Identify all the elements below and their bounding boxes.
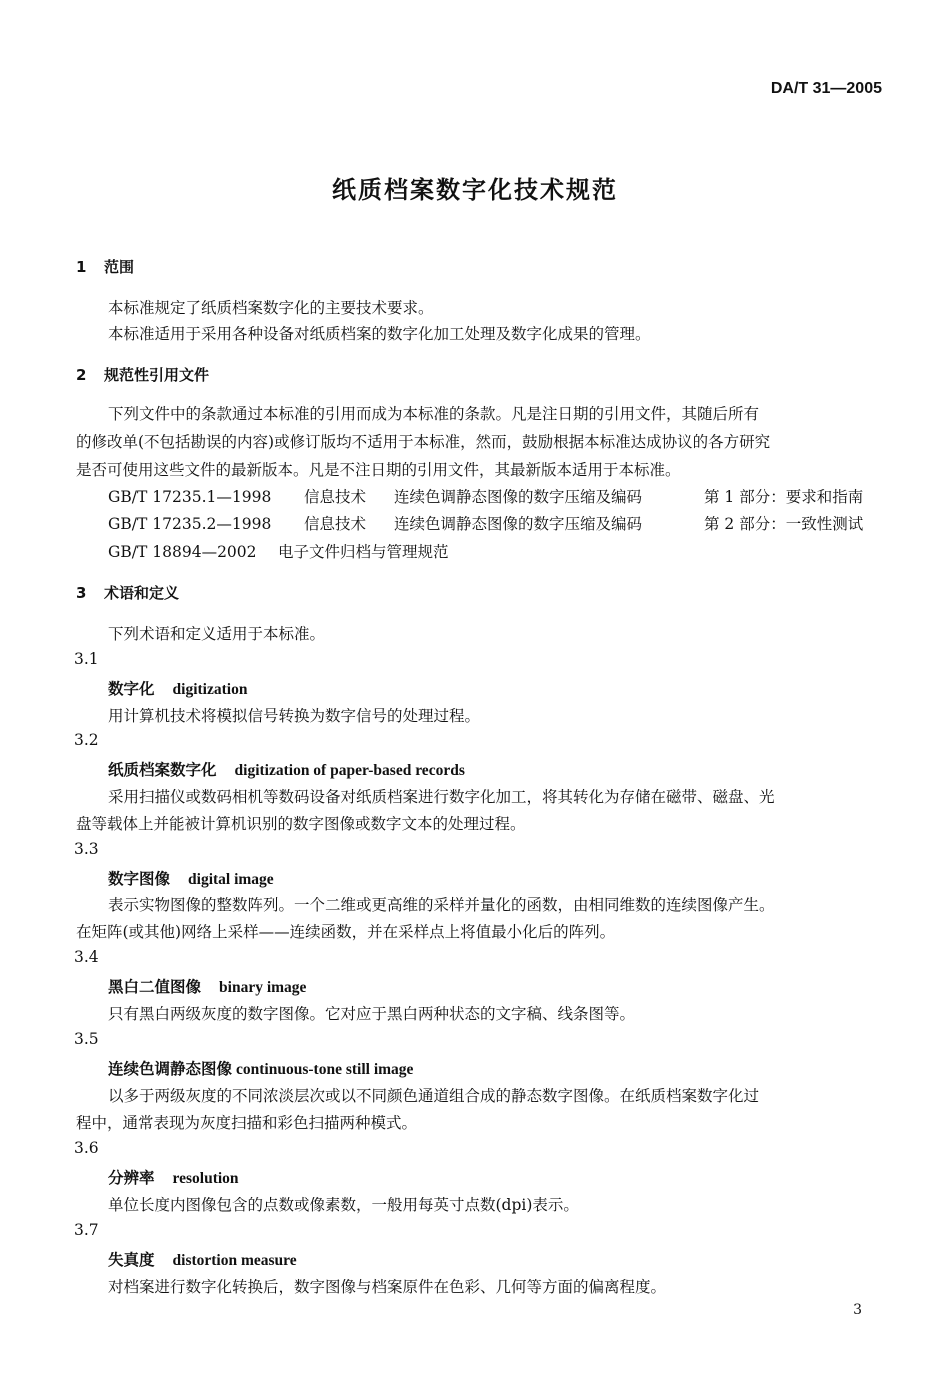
definition-line: 在矩阵(或其他)网络上采样——连续函数，并在采样点上将值最小化后的阵列。 [76, 923, 616, 941]
definition-line: 表示实物图像的整数阵列。一个二维或更高维的采样并量化的函数，由相同维数的连续图像产生。 [108, 896, 775, 914]
standard-number: DA/T 31—2005 [770, 80, 882, 97]
definition-line: 采用扫描仪或数码相机等数码设备对纸质档案进行数字化加工，将其转化为存储在磁带、磁盘、光 [108, 788, 775, 806]
document-title: 纸质档案数字化技术规范 [332, 176, 618, 204]
clause-number: 3.4 [74, 948, 99, 966]
definition-line: 程中，通常表现为灰度扫描和彩色扫描两种模式。 [76, 1114, 418, 1132]
term-heading: 数字化 digitization [108, 680, 248, 698]
definition-line: 只有黑白两级灰度的数字图像。它对应于黑白两种状态的文字稿、线条图等。 [108, 1005, 636, 1023]
definition-line: 用计算机技术将模拟信号转换为数字信号的处理过程。 [108, 707, 481, 725]
clause-number: 3.2 [74, 731, 99, 749]
definition-line: 单位长度内图像包含的点数或像素数，一般用每英寸点数(dpi)表示。 [108, 1196, 579, 1214]
definition-line: 以多于两级灰度的不同浓淡层次或以不同颜色通道组合成的静态数字图像。在纸质档案数字化过 [108, 1087, 760, 1105]
section-heading: 3 术语和定义 [76, 584, 180, 602]
paragraph-line: 本标准规定了纸质档案数字化的主要技术要求。 [108, 299, 434, 317]
reference-entry: GB/T 18894—2002 电子文件归档与管理规范 [108, 543, 449, 561]
term-heading: 纸质档案数字化 digitization of paper-based records [108, 761, 465, 779]
clause-number: 3.5 [74, 1030, 99, 1048]
reference-entry: GB/T 17235.1—1998 信息技术 连续色调静态图像的数字压缩及编码 第 1 部分：要求和指南 [108, 488, 864, 506]
paragraph-line: 本标准适用于采用各种设备对纸质档案的数字化加工处理及数字化成果的管理。 [108, 325, 651, 343]
clause-number: 3.3 [74, 840, 99, 858]
term-heading: 分辨率 resolution [108, 1169, 239, 1187]
definition-line: 盘等载体上并能被计算机识别的数字图像或数字文本的处理过程。 [76, 815, 526, 833]
paragraph-line: 是否可使用这些文件的最新版本。凡是不注日期的引用文件，其最新版本适用于本标准。 [76, 461, 681, 479]
term-heading: 失真度 distortion measure [108, 1251, 297, 1269]
page-number: 3 [853, 1302, 862, 1318]
clause-number: 3.6 [74, 1139, 99, 1157]
clause-number: 3.7 [74, 1221, 99, 1239]
reference-entry: GB/T 17235.2—1998 信息技术 连续色调静态图像的数字压缩及编码 第 2 部分：一致性测试 [108, 515, 864, 533]
term-heading: 黑白二值图像 binary image [108, 978, 307, 996]
paragraph-line: 下列文件中的条款通过本标准的引用而成为本标准的条款。凡是注日期的引用文件，其随后所有 [108, 405, 760, 423]
definition-line: 对档案进行数字化转换后，数字图像与档案原件在色彩、几何等方面的偏离程度。 [108, 1278, 667, 1296]
paragraph-line: 下列术语和定义适用于本标准。 [108, 625, 326, 643]
term-heading: 数字图像 digital image [108, 870, 274, 888]
paragraph-line: 的修改单(不包括勘误的内容)或修订版均不适用于本标准，然而，鼓励根据本标准达成协议的各方研究 [76, 433, 771, 451]
term-heading: 连续色调静态图像 continuous-tone still image [108, 1060, 414, 1078]
clause-number: 3.1 [74, 650, 99, 668]
section-heading: 1 范围 [76, 258, 135, 276]
section-heading: 2 规范性引用文件 [76, 366, 210, 384]
